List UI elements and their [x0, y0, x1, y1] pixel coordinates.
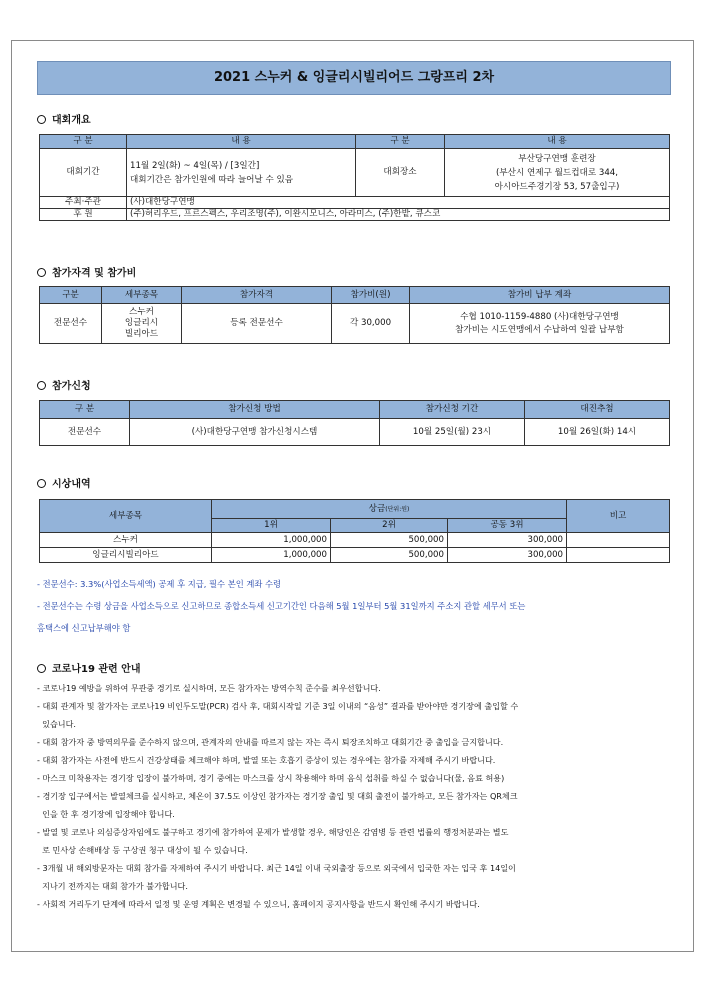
- covid-line: - 경기장 입구에서는 발열체크를 실시하고, 체온이 37.5도 이상인 참가자는 경기장 출입 및 대회 출전이 불가하고, 모든 참가자는 QR체크: [37, 791, 518, 801]
- covid-line: - 코로나19 예방을 위하여 무관중 경기로 실시하며, 모든 참가자는 방역수칙 준수를 최우선합니다.: [37, 683, 381, 693]
- prize-event: 잉글리시빌리아드: [40, 548, 212, 563]
- covid-line: 로 민사상 손해배상 등 구상권 청구 대상이 될 수 있습니다.: [37, 845, 248, 855]
- eligibility-header-fee: 참가비(원): [332, 287, 410, 304]
- circle-bullet-icon: [37, 268, 46, 277]
- venue-value: 부산당구연맹 훈련장 (부산시 연제구 월드컵대로 344, 아시아드주경기장 53, 57출입구): [445, 149, 670, 197]
- application-table: [39, 400, 670, 446]
- application-draw: 10월 26일(화) 14시: [525, 419, 670, 446]
- application-header-period: 참가신청 기간: [380, 401, 525, 419]
- host-label: 주최·주관: [40, 197, 127, 209]
- eligibility-header-account: 참가비 납부 계좌: [410, 287, 670, 304]
- prize-third: 300,000: [448, 533, 567, 548]
- sponsor-value: (주)허리우드, 프르스펙스, 우리조명(주), 이완시모니스, 아라미스, (주)한밭, 큐스코: [127, 209, 670, 221]
- prizes-header-prize: 상금(단위:원): [212, 500, 567, 519]
- section-covid-heading: 코로나19 관련 안내: [37, 660, 141, 675]
- prize-second: 500,000: [331, 533, 448, 548]
- overview-header-content-2: 내 용: [445, 135, 670, 149]
- period-label: 대회기간: [40, 149, 127, 197]
- table-row: [40, 533, 670, 548]
- covid-line: 있습니다.: [37, 719, 76, 729]
- eligibility-division: 전문선수: [40, 304, 102, 344]
- application-header-method: 참가신청 방법: [130, 401, 380, 419]
- prize-note: 홈택스에 신고납부해야 함: [37, 623, 131, 633]
- prize-remark: [567, 548, 670, 563]
- prize-third: 300,000: [448, 548, 567, 563]
- covid-line: - 대회 관계자 및 참가자는 코로나19 비인두도말(PCR) 검사 후, 대회시작일 기준 3일 이내의 “음성” 결과를 받아야만 경기장에 출입할 수: [37, 701, 519, 711]
- covid-line: - 3개월 내 해외방문자는 대회 참가를 자제하여 주시기 바랍니다. 최근 14일 이내 국외출장 등으로 외국에서 입국한 자는 입국 후 14일이: [37, 863, 516, 873]
- section-prizes-heading: 시상내역: [37, 475, 91, 490]
- host-value: (사)대한당구연맹: [127, 197, 670, 209]
- prize-first: 1,000,000: [212, 548, 331, 563]
- covid-guidelines: [37, 679, 518, 913]
- page-title: 2021 스누커 & 잉글리시빌리어드 그랑프리 2차: [37, 61, 671, 95]
- covid-line: - 사회적 거리두기 단계에 따라서 일정 및 운영 계획은 변경될 수 있으니, 홈페이지 공지사항을 반드시 확인해 주시기 바랍니다.: [37, 899, 480, 909]
- prizes-header-remark: 비고: [567, 500, 670, 533]
- circle-bullet-icon: [37, 479, 46, 488]
- prize-notes: [37, 573, 525, 639]
- prizes-header-rank-1: 1위: [212, 519, 331, 533]
- period-value: 11월 2일(화) ~ 4일(목) / [3일간] 대회기간은 참가인원에 따라 늘어날 수 있음: [127, 149, 356, 197]
- application-division: 전문선수: [40, 419, 130, 446]
- application-method: (사)대한당구연맹 참가신청시스템: [130, 419, 380, 446]
- covid-line: 지나기 전까지는 대회 참가가 불가합니다.: [37, 881, 188, 891]
- overview-header-category: 구 분: [40, 135, 127, 149]
- section-application-heading: 참가신청: [37, 377, 91, 392]
- covid-line: - 마스크 미착용자는 경기장 입장이 불가하며, 경기 중에는 마스크를 상시 착용해야 하며 음식 섭취를 하실 수 없습니다(물, 음료 허용): [37, 773, 505, 783]
- table-row: [40, 548, 670, 563]
- prizes-header-rank-2: 2위: [331, 519, 448, 533]
- prize-note: - 전문선수는 수령 상금을 사업소득으로 신고하므로 종합소득세 신고기간인 다음해 5월 1일부터 5월 31일까지 주소지 관할 세무서 또는: [37, 601, 526, 611]
- prizes-header-rank-3: 공동 3위: [448, 519, 567, 533]
- prize-second: 500,000: [331, 548, 448, 563]
- eligibility-header-division: 구분: [40, 287, 102, 304]
- eligibility-table: [39, 286, 670, 344]
- overview-table: [39, 134, 670, 221]
- venue-label: 대회장소: [356, 149, 445, 197]
- prizes-unit: (단위:원): [385, 505, 410, 513]
- section-overview-heading: 대회개요: [37, 111, 91, 126]
- prize-event: 스누커: [40, 533, 212, 548]
- eligibility-header-qualification: 참가자격: [182, 287, 332, 304]
- application-header-draw: 대진추첨: [525, 401, 670, 419]
- eligibility-account: 수협 1010-1159-4880 (사)대한당구연맹 참가비는 시도연맹에서 수납하여 일괄 납부함: [410, 304, 670, 344]
- circle-bullet-icon: [37, 664, 46, 673]
- prizes-header-event: 세부종목: [40, 500, 212, 533]
- section-eligibility-heading: 참가자격 및 참가비: [37, 264, 136, 279]
- eligibility-qualification: 등록 전문선수: [182, 304, 332, 344]
- covid-line: - 대회 참가자는 사전에 반드시 건강상태를 체크해야 하며, 발열 또는 호흡기 증상이 있는 경우에는 참가를 자제해 주시기 바랍니다.: [37, 755, 496, 765]
- overview-header-content: 내 용: [127, 135, 356, 149]
- eligibility-header-events: 세부종목: [102, 287, 182, 304]
- overview-header-category-2: 구 분: [356, 135, 445, 149]
- circle-bullet-icon: [37, 381, 46, 390]
- prize-remark: [567, 533, 670, 548]
- covid-line: 인을 한 후 경기장에 입장해야 합니다.: [37, 809, 175, 819]
- prize-first: 1,000,000: [212, 533, 331, 548]
- sponsor-label: 후 원: [40, 209, 127, 221]
- eligibility-events: 스누커 잉글리시 빌리아드: [102, 304, 182, 344]
- covid-line: - 대회 참가자 중 방역의무를 준수하지 않으며, 관계자의 안내를 따르지 않는 자는 즉시 퇴장조치하고 대회기간 중 출입을 금지합니다.: [37, 737, 504, 747]
- circle-bullet-icon: [37, 115, 46, 124]
- eligibility-fee: 각 30,000: [332, 304, 410, 344]
- prize-note: - 전문선수: 3.3%(사업소득세액) 공제 후 지급, 필수 본인 계좌 수령: [37, 579, 282, 589]
- covid-line: - 발열 및 코로나 의심증상자임에도 불구하고 경기에 참가하여 문제가 발생할 경우, 해당인은 감염병 등 관련 법률의 행정처분과는 별도: [37, 827, 509, 837]
- prizes-table: [39, 499, 670, 563]
- application-period: 10월 25일(월) 23시: [380, 419, 525, 446]
- application-header-division: 구 분: [40, 401, 130, 419]
